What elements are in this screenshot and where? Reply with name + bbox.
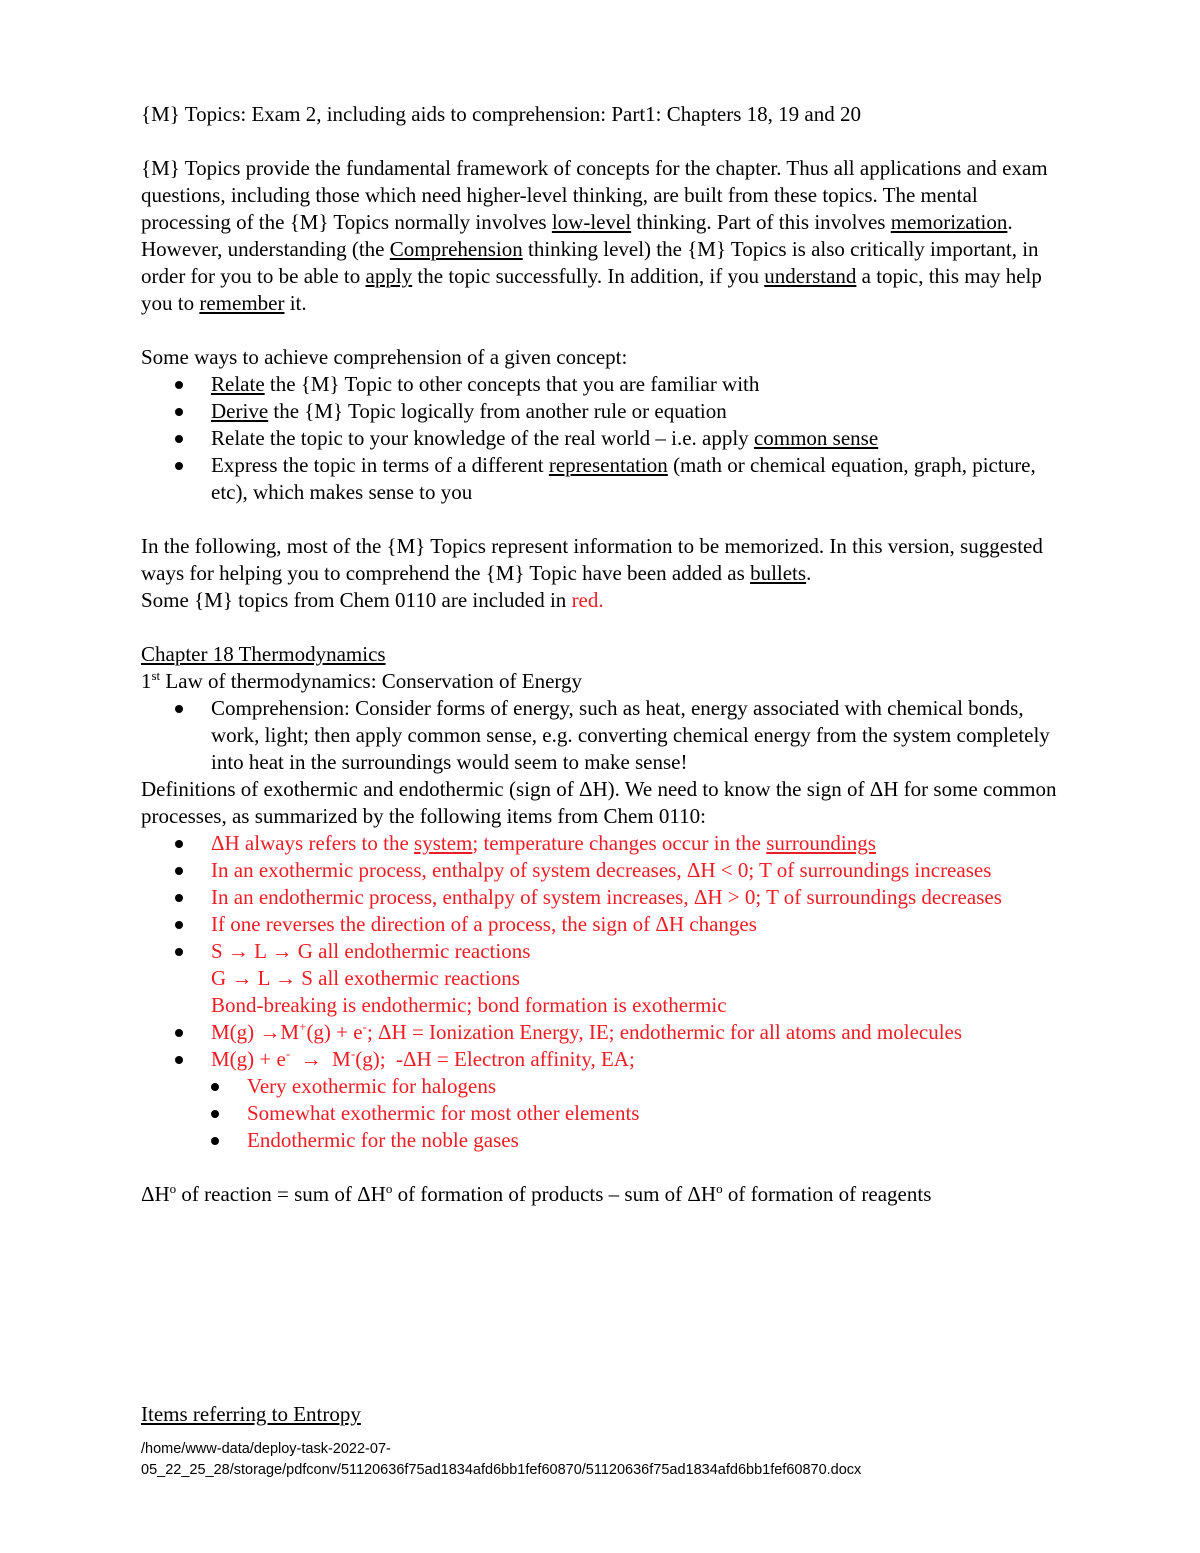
entropy-title: Items referring to Entropy	[141, 1402, 361, 1426]
chapter-18-title: Chapter 18 Thermodynamics	[141, 642, 386, 666]
list-item: In an endothermic process, enthalpy of system increases, ΔH > 0; T of surroundings decreases	[141, 884, 1071, 911]
first-law: 1st Law of thermodynamics: Conservation of Energy	[141, 668, 583, 693]
underline-understand: understand	[764, 264, 857, 288]
list-item: Derive the {M} Topic logically from another rule or equation	[141, 398, 1071, 425]
underline-remember: remember	[199, 291, 285, 315]
definitions-paragraph: Definitions of exothermic and endothermic (sign of ΔH). We need to know the sign of ΔH for some common processes, as summarized by the following items from Chem 0110:	[141, 777, 1057, 828]
list-item: Somewhat exothermic for most other elements	[141, 1100, 1071, 1127]
red-note: Some {M} topics from Chem 0110 are included in red.	[141, 588, 604, 612]
underline-memorization: memorization	[890, 210, 1008, 234]
list-item: Express the topic in terms of a different representation (math or chemical equation, graph, picture, etc), which makes sense to you	[141, 452, 1071, 506]
chem-0110-list	[141, 830, 1071, 965]
ways-list	[141, 371, 1071, 506]
list-item: Comprehension: Consider forms of energy, such as heat, energy associated with chemical bonds, work, light; then apply common sense, e.g. converting chemical energy from the system completely into heat in the surroundings would seem to make sense!	[141, 695, 1071, 776]
bond-line: Bond-breaking is endothermic; bond formation is exothermic	[211, 993, 727, 1017]
following-paragraph: In the following, most of the {M} Topics represent information to be memorized. In this version, suggested ways for helping you to comprehend the {M} Topic have been added as bullets.	[141, 534, 1043, 585]
list-item: S → L → G all endothermic reactions	[141, 938, 1071, 965]
enthalpy-formula: $\Delta H^o$ of reaction = sum of $\Delta H^o$ of formation of products – sum of $\Delta H^o$ of formation of reagents	[141, 1181, 932, 1206]
ways-lead: Some ways to achieve comprehension of a given concept:	[141, 345, 628, 369]
exothermic-phase-line: G → L → S all exothermic reactions	[211, 966, 520, 990]
comprehension-list	[141, 695, 1071, 776]
list-item: Relate the {M} Topic to other concepts that you are familiar with	[141, 371, 1071, 398]
document-page	[141, 101, 1071, 1426]
intro-paragraph: {M} Topics provide the fundamental framework of concepts for the chapter. Thus all applications and exam questions, including those which need higher-level thinking, are built from these topics. The mental processing of the {M} Topics normally involves low-level thinking. Part of this involves memorization. However, understanding (the Comprehension thinking level) the {M} Topics is also critically important, in order for you to be able to apply the topic successfully. In addition, if you understand a topic, this may help you to remember it.	[141, 156, 1048, 315]
list-item: If one reverses the direction of a process, the sign of ΔH changes	[141, 911, 1071, 938]
list-item: M(g) →M+(g) + e-; ΔH = Ionization Energy, IE; endothermic for all atoms and molecules	[141, 1019, 1071, 1046]
underline-apply: apply	[365, 264, 413, 288]
list-item: Very exothermic for halogens	[141, 1073, 1071, 1100]
electron-affinity-sublist	[141, 1073, 1071, 1154]
ionization-list	[141, 1019, 1071, 1073]
underline-comprehension: Comprehension	[389, 237, 523, 261]
underline-low-level: low-level	[551, 210, 632, 234]
list-item: Endothermic for the noble gases	[141, 1127, 1071, 1154]
list-item: M(g) + e- → M-(g); -ΔH = Electron affinity, EA;	[141, 1046, 1071, 1073]
list-item: ΔH always refers to the system; temperature changes occur in the surroundings	[141, 830, 1071, 857]
list-item: In an exothermic process, enthalpy of system decreases, ΔH < 0; T of surroundings increases	[141, 857, 1071, 884]
page-heading: {M} Topics: Exam 2, including aids to comprehension: Part1: Chapters 18, 19 and 20	[141, 102, 861, 126]
footer-file-path: /home/www-data/deploy-task-2022-07-05_22_25_28/storage/pdfconv/51120636f75ad1834afd6bb1fef60870/51120636f75ad1834afd6bb1fef60870.docx	[141, 1441, 862, 1478]
list-item: Relate the topic to your knowledge of the real world – i.e. apply common sense	[141, 425, 1071, 452]
